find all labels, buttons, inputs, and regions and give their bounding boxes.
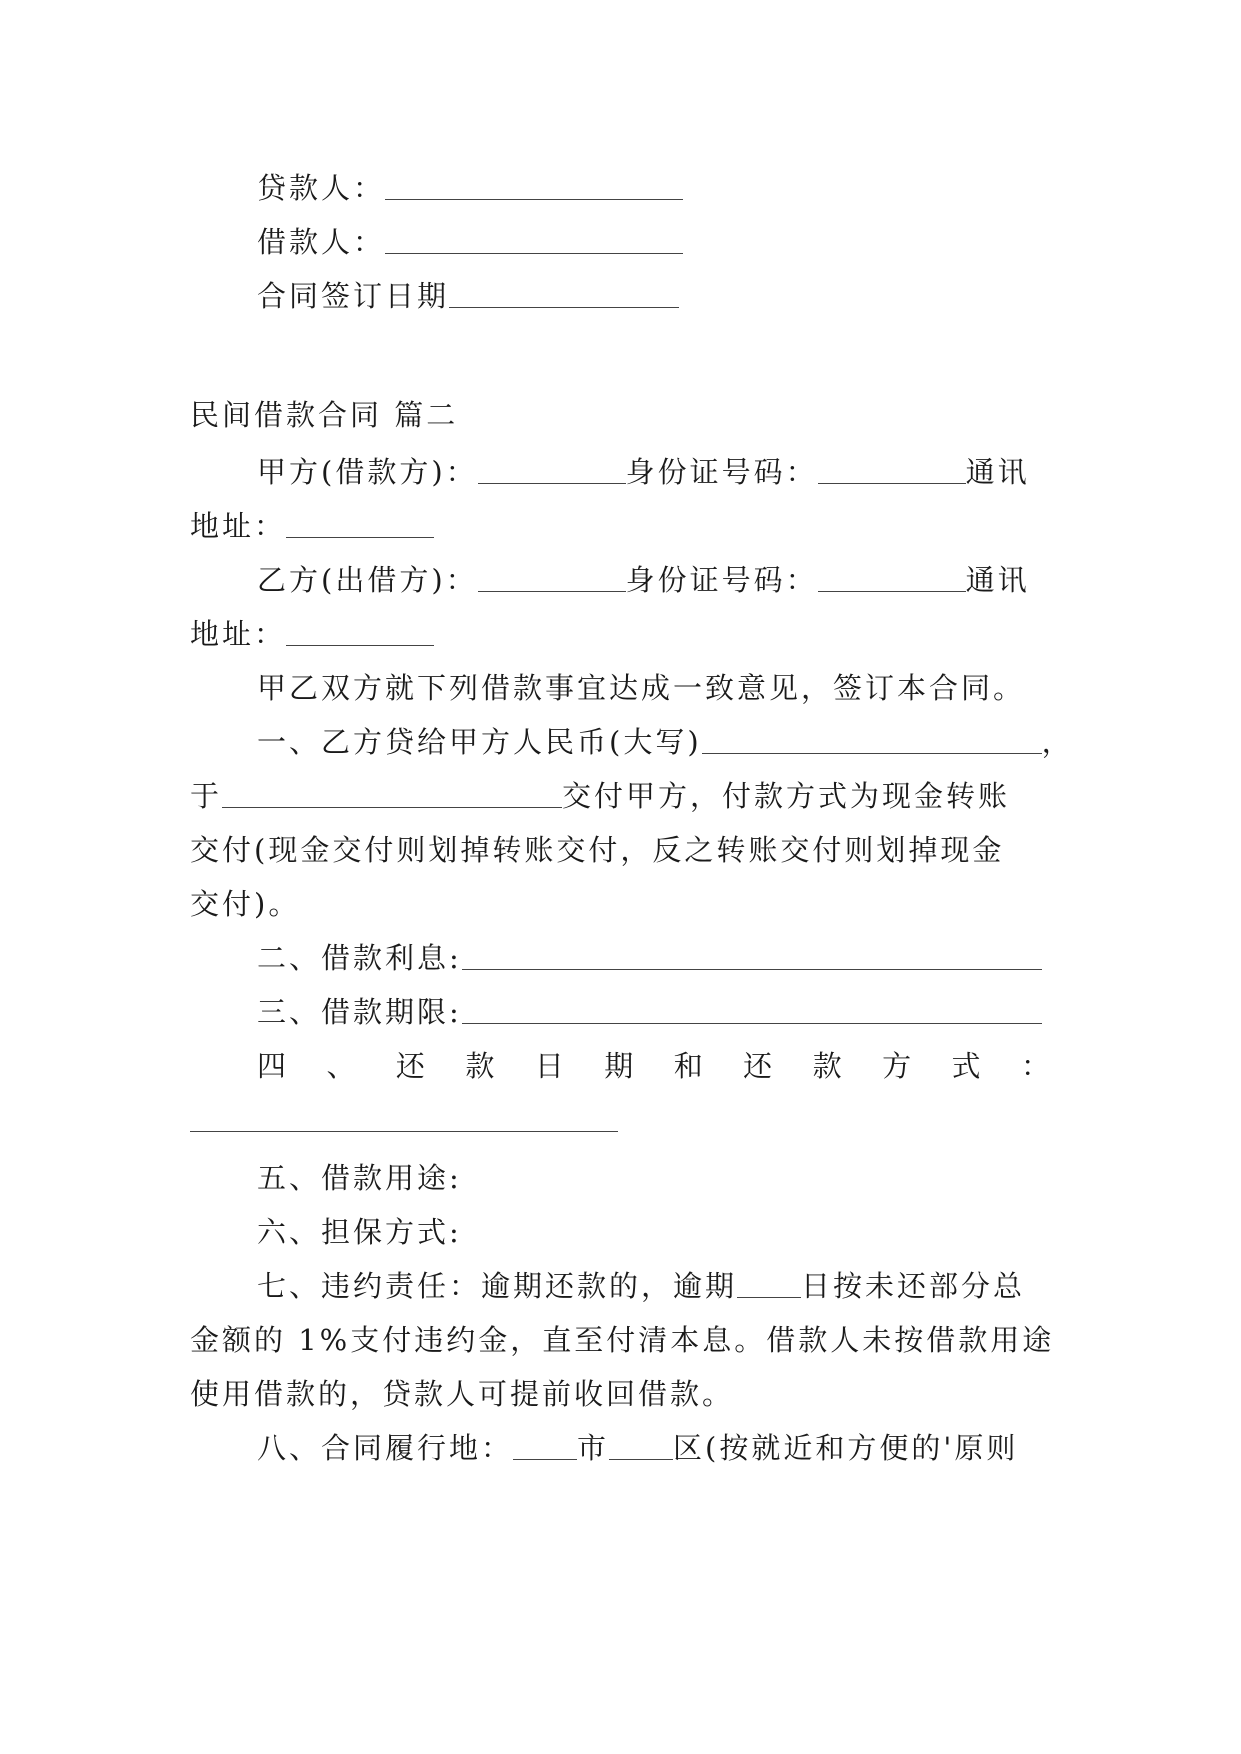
- clause-7-days-blank: [737, 1271, 801, 1298]
- clause-4-char: 、: [326, 1049, 356, 1083]
- clause-1-date-blank: [222, 781, 562, 808]
- party-a-address-line: [190, 506, 1050, 546]
- clause-1-line-a: [257, 722, 1074, 762]
- clause-7-line-c: 使用借款的，贷款人可提前收回借款。: [190, 1377, 735, 1411]
- clause-4-line: [257, 1046, 1050, 1086]
- party-a-addr-label-2: 地址：: [190, 509, 287, 543]
- party-a-name-blank: [478, 457, 626, 484]
- clause-3-line: [257, 992, 1050, 1032]
- clause-7-line-a: [257, 1266, 1050, 1306]
- party-b-addr-label: 通讯: [965, 563, 1030, 597]
- party-b-name-blank: [478, 565, 626, 592]
- clause-4-blank: [190, 1131, 618, 1132]
- lender-label: 贷款人：: [257, 171, 386, 205]
- clause-4-char: 日: [534, 1049, 564, 1083]
- clause-4-char: 还: [395, 1049, 425, 1083]
- clause-4-char: 款: [812, 1049, 842, 1083]
- clause-8-city-blank: [513, 1433, 577, 1460]
- clause-7-text-a-end: 日按未还部分总: [801, 1269, 1026, 1303]
- clause-5-line: 五、借款用途:: [257, 1161, 462, 1195]
- clause-4-char: ：: [1020, 1049, 1050, 1083]
- borrower-line: [257, 222, 1050, 262]
- party-a-address-blank: [286, 511, 434, 538]
- clause-4-char: 四: [257, 1049, 287, 1083]
- clause-7-line-b: 金额的 1%支付违约金，直至付清本息。借款人未按借款用途: [190, 1323, 1055, 1357]
- party-b-label: 乙方(出借方)：: [257, 563, 478, 597]
- party-b-address-blank: [286, 619, 434, 646]
- sign-date-line: [257, 276, 1050, 316]
- party-b-id-label: 身份证号码：: [625, 563, 818, 597]
- clause-3-label: 三、借款期限:: [257, 995, 462, 1029]
- clause-1-line-c: 交付(现金交付则划掉转账交付，反之转账交付则划掉现金: [190, 833, 1005, 867]
- clause-1-line-b: [190, 776, 1050, 816]
- party-b-id-blank: [818, 565, 966, 592]
- clause-4-char: 方: [882, 1049, 912, 1083]
- clause-8-text: 八、合同履行地：: [257, 1431, 514, 1465]
- party-b-line: [257, 560, 1050, 600]
- clause-1-line-d: 交付)。: [190, 887, 301, 921]
- clause-8-district-blank: [609, 1433, 673, 1460]
- clause-4-char: 款: [465, 1049, 495, 1083]
- party-a-id-blank: [818, 457, 966, 484]
- clause-4-char: 还: [743, 1049, 773, 1083]
- clause-8-city: 市: [577, 1431, 610, 1465]
- clause-1-text-b: 于: [190, 779, 223, 813]
- clause-8-district-rest: 区(按就近和方便的'原则: [673, 1431, 1019, 1465]
- clause-2-line: [257, 938, 1050, 978]
- intro-paragraph: 甲乙双方就下列借款事宜达成一致意见，签订本合同。: [257, 671, 1026, 705]
- clause-1-text-b-end: 交付甲方，付款方式为现金转账: [562, 779, 1011, 813]
- sign-date-label: 合同签订日期: [257, 279, 450, 313]
- sign-date-blank: [449, 281, 679, 308]
- party-a-label: 甲方(借款方)：: [257, 455, 478, 489]
- lender-blank: [385, 173, 683, 200]
- section-title: 民间借款合同 篇二: [190, 398, 459, 432]
- clause-1-text-a: 一、乙方贷给甲方人民币(大写): [257, 725, 702, 759]
- clause-7-text-a: 七、违约责任：逾期还款的，逾期: [257, 1269, 738, 1303]
- clause-6-line: 六、担保方式:: [257, 1215, 462, 1249]
- party-b-address-line: [190, 614, 1050, 654]
- party-b-addr-label-2: 地址：: [190, 617, 287, 651]
- borrower-label: 借款人：: [257, 225, 386, 259]
- clause-2-label: 二、借款利息:: [257, 941, 462, 975]
- clause-4-char: 和: [673, 1049, 703, 1083]
- clause-2-blank: [462, 943, 1042, 970]
- party-a-line: [257, 452, 1050, 492]
- party-a-addr-label: 通讯: [965, 455, 1030, 489]
- clause-4-char: 期: [604, 1049, 634, 1083]
- party-a-id-label: 身份证号码：: [625, 455, 818, 489]
- clause-4-char: 式: [951, 1049, 981, 1083]
- clause-1-comma: ，: [1041, 725, 1074, 759]
- borrower-blank: [385, 227, 683, 254]
- clause-3-blank: [462, 997, 1042, 1024]
- lender-line: [257, 168, 1050, 208]
- clause-1-amount-blank: [702, 727, 1042, 754]
- clause-8-line: [257, 1428, 1050, 1468]
